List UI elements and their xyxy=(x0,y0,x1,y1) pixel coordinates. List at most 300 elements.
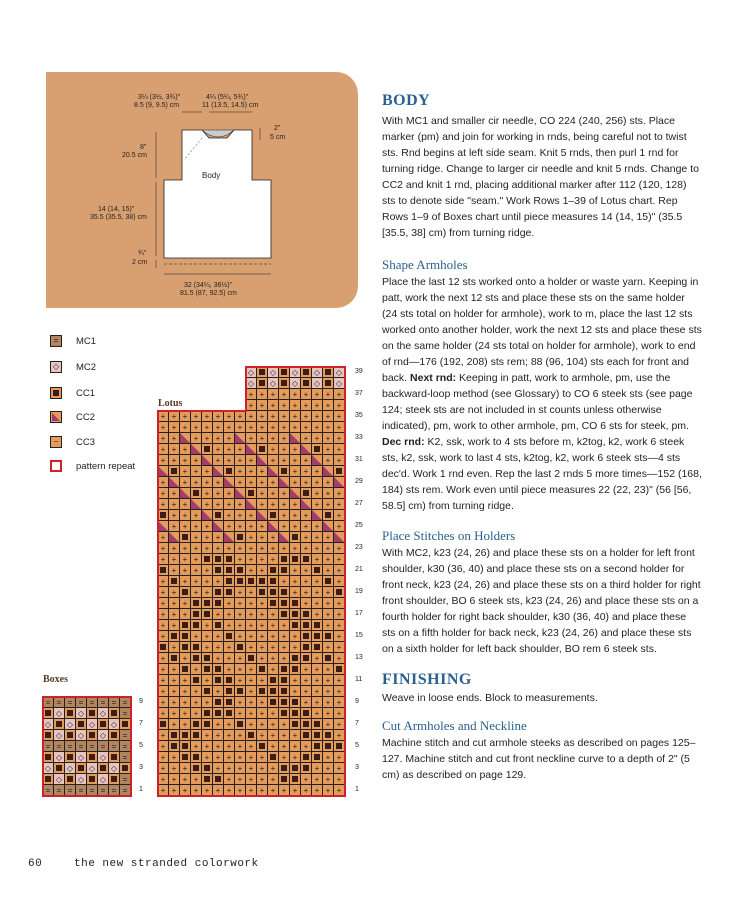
chart-cell: + xyxy=(268,642,279,653)
chart-cell: = xyxy=(65,741,76,752)
chart-cell: + xyxy=(224,642,235,653)
chart-cell: + xyxy=(323,642,334,653)
chart-cell: ◇ xyxy=(87,719,98,730)
chart-cell: = xyxy=(98,741,109,752)
chart-cell xyxy=(279,378,290,389)
chart-cell: + xyxy=(323,587,334,598)
chart-cell: + xyxy=(158,576,169,587)
chart-cell xyxy=(98,763,109,774)
chart-cell: ◇ xyxy=(246,367,257,378)
chart-cell: + xyxy=(323,455,334,466)
legend-label: CC1 xyxy=(76,387,96,399)
chart-cell xyxy=(202,455,213,466)
chart-cell: + xyxy=(334,488,345,499)
chart-cell: + xyxy=(246,752,257,763)
chart-cell xyxy=(169,576,180,587)
chart-cell xyxy=(202,510,213,521)
chart-cell: + xyxy=(268,708,279,719)
chart-cell: ◇ xyxy=(334,367,345,378)
chart-cell: + xyxy=(158,411,169,422)
chart-cell: + xyxy=(279,719,290,730)
chart-cell: ◇ xyxy=(65,763,76,774)
chart-cell: + xyxy=(312,609,323,620)
armholes-heading: Shape Armholes xyxy=(382,257,468,272)
chart-cell: + xyxy=(279,422,290,433)
chart-cell: + xyxy=(312,664,323,675)
chart-cell xyxy=(301,367,312,378)
chart-cell xyxy=(65,708,76,719)
chart-cell: + xyxy=(213,741,224,752)
chart-cell: + xyxy=(268,532,279,543)
chart-cell: + xyxy=(202,620,213,631)
chart-cell: + xyxy=(334,686,345,697)
chart-cell xyxy=(191,598,202,609)
chart-cell: + xyxy=(334,785,345,796)
chart-cell: + xyxy=(202,697,213,708)
chart-cell: + xyxy=(268,763,279,774)
chart-cell xyxy=(191,719,202,730)
chart-cell: + xyxy=(202,642,213,653)
chart-cell: + xyxy=(268,455,279,466)
chart-cell: + xyxy=(158,752,169,763)
chart-cell xyxy=(224,565,235,576)
chart-cell xyxy=(109,708,120,719)
boxes-row-number: 9 xyxy=(139,698,143,705)
page-number: 60 xyxy=(28,858,43,870)
chart-cell xyxy=(235,719,246,730)
chart-cell xyxy=(235,433,246,444)
chart-cell: ◇ xyxy=(54,752,65,763)
chart-cell: + xyxy=(180,521,191,532)
chart-cell: + xyxy=(235,697,246,708)
chart-cell: + xyxy=(312,477,323,488)
chart-cell: + xyxy=(334,642,345,653)
chart-cell: ◇ xyxy=(312,367,323,378)
cc2-swatch-icon xyxy=(50,411,62,423)
chart-cell xyxy=(290,708,301,719)
chart-cell xyxy=(301,631,312,642)
chart-cell: + xyxy=(290,499,301,510)
chart-cell: + xyxy=(257,697,268,708)
chart-cell: + xyxy=(213,477,224,488)
chart-cell: = xyxy=(76,741,87,752)
chart-cell xyxy=(312,642,323,653)
chart-cell: + xyxy=(191,741,202,752)
chart-cell xyxy=(334,587,345,598)
chart-cell xyxy=(301,609,312,620)
chart-cell: + xyxy=(312,763,323,774)
chart-cell: + xyxy=(202,466,213,477)
chart-cell xyxy=(235,576,246,587)
chart-cell: + xyxy=(257,532,268,543)
chart-cell: + xyxy=(235,752,246,763)
chart-cell: + xyxy=(312,466,323,477)
chart-cell: + xyxy=(235,609,246,620)
chart-cell: + xyxy=(180,708,191,719)
chart-cell: + xyxy=(180,697,191,708)
chart-cell: + xyxy=(290,576,301,587)
body-length-cm: 35.5 (35.5, 38) cm xyxy=(90,214,147,221)
chart-cell: + xyxy=(246,422,257,433)
chart-cell: + xyxy=(323,686,334,697)
chart-cell xyxy=(180,741,191,752)
chart-cell: + xyxy=(323,719,334,730)
chart-cell xyxy=(191,763,202,774)
cc3-swatch-icon: − xyxy=(50,436,62,448)
chart-cell: + xyxy=(158,686,169,697)
chart-cell: + xyxy=(169,752,180,763)
chart-cell: + xyxy=(279,444,290,455)
chart-cell: + xyxy=(235,444,246,455)
chart-cell: ◇ xyxy=(76,730,87,741)
chart-cell: + xyxy=(169,785,180,796)
chart-cell xyxy=(202,609,213,620)
chart-cell: = xyxy=(120,697,131,708)
chart-cell: + xyxy=(334,400,345,411)
chart-cell: + xyxy=(257,719,268,730)
chart-cell: + xyxy=(202,488,213,499)
chart-cell xyxy=(43,774,54,785)
chart-cell: + xyxy=(180,477,191,488)
chart-cell xyxy=(213,554,224,565)
chart-cell xyxy=(169,741,180,752)
chart-cell: + xyxy=(191,433,202,444)
chart-cell xyxy=(246,499,257,510)
chart-cell: + xyxy=(180,785,191,796)
chart-cell: + xyxy=(180,499,191,510)
chart-cell: + xyxy=(268,653,279,664)
chart-cell: = xyxy=(87,741,98,752)
armhole-depth: 8" xyxy=(140,144,147,151)
chart-cell xyxy=(312,631,323,642)
chart-cell: + xyxy=(246,477,257,488)
chart-cell: + xyxy=(268,774,279,785)
neck-depth-cm: 5 cm xyxy=(270,134,286,141)
chart-cell: + xyxy=(246,433,257,444)
chart-cell xyxy=(301,444,312,455)
chart-cell: = xyxy=(54,697,65,708)
chart-cell: + xyxy=(246,400,257,411)
chart-cell: + xyxy=(191,411,202,422)
chart-cell xyxy=(191,730,202,741)
mc1-swatch-icon: = xyxy=(50,335,62,347)
chart-cell: + xyxy=(224,664,235,675)
chart-cell: + xyxy=(290,389,301,400)
chart-cell: + xyxy=(301,543,312,554)
chart-cell: + xyxy=(224,411,235,422)
chart-cell xyxy=(290,664,301,675)
chart-cell xyxy=(224,587,235,598)
chart-cell: + xyxy=(257,543,268,554)
chart-cell: + xyxy=(334,433,345,444)
chart-cell: + xyxy=(158,598,169,609)
chart-cell: + xyxy=(334,576,345,587)
chart-cell xyxy=(202,686,213,697)
chart-cell: + xyxy=(290,455,301,466)
chart-cell xyxy=(98,719,109,730)
chart-cell xyxy=(224,477,235,488)
chart-cell: + xyxy=(334,543,345,554)
chart-cell: + xyxy=(213,785,224,796)
chart-cell: + xyxy=(180,455,191,466)
chart-cell xyxy=(279,774,290,785)
chart-cell: + xyxy=(180,510,191,521)
chart-cell: + xyxy=(290,785,301,796)
chart-cell xyxy=(323,510,334,521)
chart-cell: + xyxy=(224,510,235,521)
chart-cell: + xyxy=(202,433,213,444)
chart-cell: + xyxy=(246,719,257,730)
chart-cell: = xyxy=(98,697,109,708)
chart-cell: + xyxy=(191,521,202,532)
chart-cell: + xyxy=(323,598,334,609)
chart-cell: + xyxy=(235,730,246,741)
chart-cell: + xyxy=(268,499,279,510)
chart-cell: = xyxy=(120,774,131,785)
pattern-repeat-swatch-icon xyxy=(50,460,62,472)
chart-cell: + xyxy=(301,389,312,400)
chart-cell: + xyxy=(191,510,202,521)
chart-cell: + xyxy=(246,389,257,400)
chart-cell xyxy=(257,378,268,389)
chart-cell: + xyxy=(224,730,235,741)
chart-cell: ◇ xyxy=(268,367,279,378)
chart-cell: + xyxy=(323,609,334,620)
chart-cell xyxy=(334,741,345,752)
chart-cell xyxy=(191,653,202,664)
chart-cell: + xyxy=(257,609,268,620)
chart-cell: + xyxy=(268,400,279,411)
chart-cell: + xyxy=(202,543,213,554)
chart-cell: + xyxy=(301,675,312,686)
chart-cell xyxy=(54,719,65,730)
chart-cell: + xyxy=(158,653,169,664)
chart-cell xyxy=(202,554,213,565)
chart-cell xyxy=(169,653,180,664)
chart-cell: + xyxy=(290,411,301,422)
chart-cell xyxy=(268,576,279,587)
chart-cell: ◇ xyxy=(98,708,109,719)
chart-cell xyxy=(180,752,191,763)
chart-cell: + xyxy=(202,411,213,422)
chart-cell: + xyxy=(224,774,235,785)
chart-cell: + xyxy=(290,565,301,576)
chart-cell: + xyxy=(246,741,257,752)
chart-cell xyxy=(180,532,191,543)
chart-cell xyxy=(257,686,268,697)
lotus-row-number: 7 xyxy=(355,720,359,727)
chart-cell: + xyxy=(169,763,180,774)
chart-cell xyxy=(213,466,224,477)
chart-cell: + xyxy=(213,730,224,741)
chart-cell: + xyxy=(224,521,235,532)
chart-cell: + xyxy=(257,433,268,444)
chart-cell: + xyxy=(334,774,345,785)
chart-cell: + xyxy=(323,785,334,796)
chart-cell xyxy=(191,499,202,510)
chart-cell: + xyxy=(290,466,301,477)
chart-cell xyxy=(290,609,301,620)
chart-cell: + xyxy=(301,587,312,598)
chart-cell: + xyxy=(224,433,235,444)
chart-cell: + xyxy=(246,554,257,565)
chart-cell: + xyxy=(268,741,279,752)
chart-cell xyxy=(301,708,312,719)
chart-cell: + xyxy=(334,554,345,565)
chart-cell: + xyxy=(169,521,180,532)
chart-cell: ◇ xyxy=(54,730,65,741)
chart-cell: + xyxy=(224,741,235,752)
chart-cell: + xyxy=(224,719,235,730)
chart-cell: + xyxy=(246,774,257,785)
chart-cell: + xyxy=(257,411,268,422)
chart-cell xyxy=(290,554,301,565)
chart-cell: + xyxy=(158,543,169,554)
chart-cell: + xyxy=(202,477,213,488)
chart-cell: + xyxy=(202,422,213,433)
chart-cell: + xyxy=(290,642,301,653)
chart-cell: + xyxy=(323,664,334,675)
lotus-row-number: 39 xyxy=(355,368,363,375)
chart-cell: + xyxy=(312,598,323,609)
legend-label: CC3 xyxy=(76,436,96,448)
chart-cell: + xyxy=(312,521,323,532)
chart-cell: + xyxy=(191,576,202,587)
chart-cell: + xyxy=(224,444,235,455)
hem-depth: ¾" xyxy=(138,250,147,257)
chart-cell: + xyxy=(158,587,169,598)
chart-cell: + xyxy=(246,763,257,774)
chart-cell xyxy=(191,642,202,653)
chart-cell: = xyxy=(76,697,87,708)
chart-cell: ◇ xyxy=(290,378,301,389)
chart-cell: + xyxy=(158,675,169,686)
chart-cell: + xyxy=(169,719,180,730)
lotus-row-number: 13 xyxy=(355,654,363,661)
chart-cell: + xyxy=(158,488,169,499)
chart-cell: ◇ xyxy=(98,774,109,785)
chart-cell: + xyxy=(169,488,180,499)
chart-cell: + xyxy=(246,642,257,653)
chart-cell: + xyxy=(334,455,345,466)
chart-cell xyxy=(235,532,246,543)
chart-cell: + xyxy=(301,477,312,488)
chart-cell xyxy=(76,763,87,774)
chart-cell: + xyxy=(290,521,301,532)
chart-cell: + xyxy=(224,752,235,763)
chart-cell: + xyxy=(169,510,180,521)
chart-cell xyxy=(301,642,312,653)
chart-cell: + xyxy=(224,785,235,796)
chart-cell xyxy=(279,598,290,609)
cut-paragraph: Machine stitch and cut armhole steeks as described on pages 125–127. Machine stitch and cut front neckline curve to a depth of 2" (5 cm) as described on page 129. xyxy=(382,737,696,781)
boxes-row-number: 3 xyxy=(139,764,143,771)
chart-cell: + xyxy=(246,455,257,466)
chart-cell: + xyxy=(312,411,323,422)
chart-cell: + xyxy=(169,642,180,653)
chart-cell: + xyxy=(334,444,345,455)
chart-cell: + xyxy=(268,433,279,444)
chart-cell xyxy=(158,565,169,576)
chart-cell: ◇ xyxy=(109,719,120,730)
neck-depth: 2" xyxy=(274,125,281,132)
chart-cell: + xyxy=(312,554,323,565)
chart-cell: + xyxy=(191,664,202,675)
chart-cell: + xyxy=(213,433,224,444)
chart-cell: + xyxy=(268,554,279,565)
lotus-row-number: 37 xyxy=(355,390,363,397)
chart-cell xyxy=(224,697,235,708)
chart-cell: + xyxy=(213,411,224,422)
lotus-row-number: 27 xyxy=(355,500,363,507)
chart-cell: + xyxy=(257,675,268,686)
chart-cell xyxy=(257,741,268,752)
chart-cell: + xyxy=(213,752,224,763)
chart-cell: + xyxy=(268,444,279,455)
chart-cell xyxy=(109,730,120,741)
chart-cell: ◇ xyxy=(98,730,109,741)
chart-cell: + xyxy=(323,411,334,422)
chart-cell xyxy=(224,708,235,719)
cc1-swatch-icon xyxy=(50,387,62,399)
chart-cell: + xyxy=(180,653,191,664)
boxes-row-number: 1 xyxy=(139,786,143,793)
chart-cell: + xyxy=(180,774,191,785)
legend-label: MC1 xyxy=(76,335,97,347)
chart-cell: + xyxy=(202,565,213,576)
mc2-swatch-icon: ◇ xyxy=(50,361,62,373)
chart-cell: + xyxy=(279,433,290,444)
chart-cell: + xyxy=(323,565,334,576)
chart-cell: + xyxy=(224,543,235,554)
chart-cell xyxy=(301,730,312,741)
chart-cell xyxy=(279,664,290,675)
chart-cell xyxy=(257,455,268,466)
chart-cell: ◇ xyxy=(334,378,345,389)
chart-cell: + xyxy=(279,499,290,510)
chart-cell xyxy=(290,653,301,664)
chart-cell: + xyxy=(279,631,290,642)
chart-cell: = xyxy=(87,785,98,796)
chart-cell: + xyxy=(323,752,334,763)
holders-heading: Place Stitches on Holders xyxy=(382,528,516,543)
chart-cell xyxy=(279,763,290,774)
chart-cell: + xyxy=(169,620,180,631)
chart-cell: + xyxy=(235,708,246,719)
chart-cell: + xyxy=(235,455,246,466)
chart-cell: = xyxy=(120,741,131,752)
chart-cell: + xyxy=(158,631,169,642)
chart-cell: + xyxy=(169,675,180,686)
chart-cell xyxy=(213,675,224,686)
chart-cell: + xyxy=(246,686,257,697)
chart-cell xyxy=(43,708,54,719)
chart-cell: + xyxy=(224,598,235,609)
chart-cell xyxy=(169,631,180,642)
chart-cell xyxy=(301,719,312,730)
chart-cell: + xyxy=(169,411,180,422)
chart-cell: + xyxy=(246,631,257,642)
chart-cell: + xyxy=(279,389,290,400)
chart-cell: + xyxy=(191,587,202,598)
chart-cell: + xyxy=(180,466,191,477)
chart-cell: + xyxy=(202,785,213,796)
chart-cell: + xyxy=(334,499,345,510)
chart-cell: + xyxy=(290,477,301,488)
chart-cell: + xyxy=(180,411,191,422)
chart-cell: + xyxy=(180,422,191,433)
chart-cell: + xyxy=(213,631,224,642)
